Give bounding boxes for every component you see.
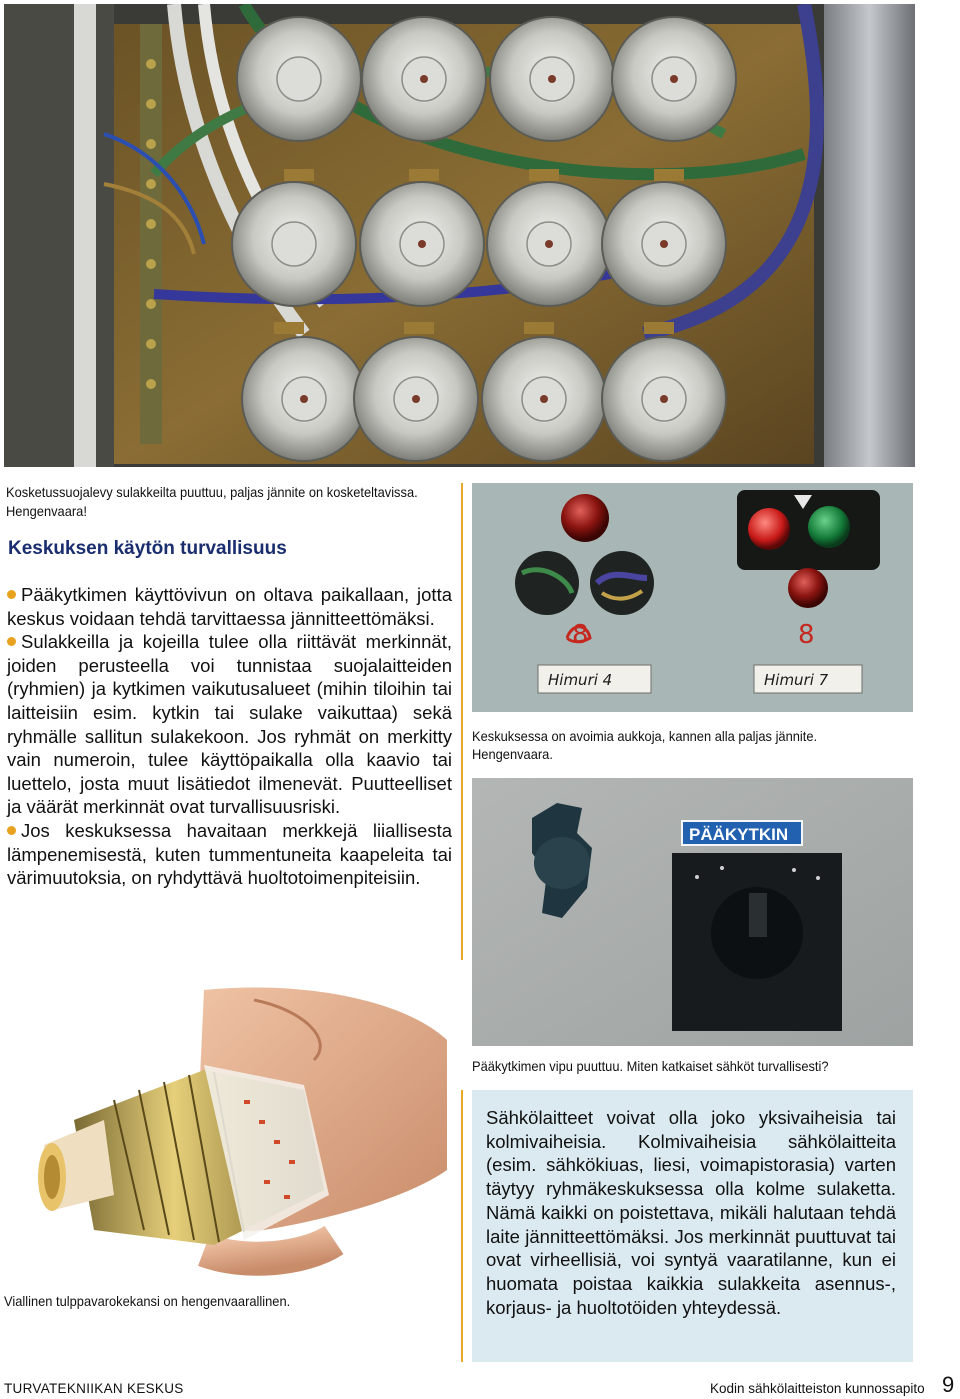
switch-sign: PÄÄKYTKIN: [689, 825, 789, 844]
panel-photo: [472, 483, 913, 712]
switch-caption: Pääkytkimen vipu puuttuu. Miten katkaiset sähköt turvallisesti?: [472, 1058, 829, 1074]
list-item: Sulakkeilla ja kojeilla tulee olla riittävät merkinnät, joiden perusteella voi tunnistaa suojalaitteiden (ryhmien) ja kytkimen vaikutusalueet (mihin tiloihin tai laitteisiin esim. kytkin tai sulake vaikuttaa) sekä ryhmälle sallitun sulakekoon. Jos ryhmät on merkitty vain numeroin, tulee käyttöpaikalla olla kaavio tai luettelo, josta muut lisätiedot ilmenevät. Puutteelliset ja väärät merkinnät ovat turvallisuusriski.: [7, 631, 452, 818]
footer-doc-title: Kodin sähkölaitteiston kunnossapito: [710, 1381, 925, 1396]
fusecap-caption: Viallinen tulppavarokekansi on hengenvaarallinen.: [4, 1293, 291, 1309]
panel-label: Himuri 4: [548, 671, 613, 689]
bullet-icon: [7, 637, 16, 646]
page-number: 9: [942, 1372, 955, 1397]
footer-publisher: TURVATEKNIIKAN KESKUS: [4, 1381, 184, 1396]
panel-label: Himuri 7: [764, 671, 829, 689]
bullet-list: [7, 583, 452, 890]
bullet-icon: [7, 590, 16, 599]
fusebox-caption-line1: Kosketussuojalevy sulakkeilta puuttuu, paljas jännite on kosketeltavissa.: [6, 484, 418, 500]
list-item: Jos keskuksessa havaitaan merkkejä liiallisesta lämpenemisestä, kuten tummentuneita kaapeleita tai värimuutoksia, on ryhdyttävä huoltotoimenpiteisiin.: [7, 819, 452, 889]
column-divider: [461, 483, 463, 960]
section-title: Keskuksen käytön turvallisuus: [8, 538, 287, 559]
fusecap-photo: [4, 980, 447, 1282]
info-box: [472, 1090, 913, 1362]
handwritten-number: 8: [798, 620, 815, 650]
panel-caption-line2: Hengenvaara.: [472, 746, 553, 762]
column-divider: [461, 1090, 463, 1362]
panel-caption-line1: Keskuksessa on avoimia aukkoja, kannen alla paljas jännite.: [472, 728, 818, 744]
list-item: Pääkytkimen käyttövivun on oltava paikallaan, jotta keskus voidaan tehdä tarvittaessa jännitteettömäksi.: [7, 584, 452, 629]
main-switch-photo: [472, 778, 913, 1046]
handwritten-number: 8: [572, 620, 589, 650]
info-box-text: Sähkölaitteet voivat olla joko yksivaiheisia tai kolmivaiheisia. Kolmivaiheisia sähkölaitteita (esim. sähkökiuas, liesi, voimapistorasia) varten täytyy ryhmäkeskuksessa olla kolme sulaketta. Nämä kaikki on poistettava, mikäli halutaan tehdä laite jännitteettömäksi. Jos merkinnät puuttuvat tai ovat virheellisiä, voi syntyä vaaratilanne, kun ei huomata poistaa kaikkia sulakkeita asennus-, korjaus- ja huoltotöiden yhteydessä.: [486, 1107, 896, 1318]
bullet-icon: [7, 826, 16, 835]
fusebox-caption-line2: Hengenvaara!: [6, 503, 87, 519]
fusebox-photo: [4, 4, 915, 467]
